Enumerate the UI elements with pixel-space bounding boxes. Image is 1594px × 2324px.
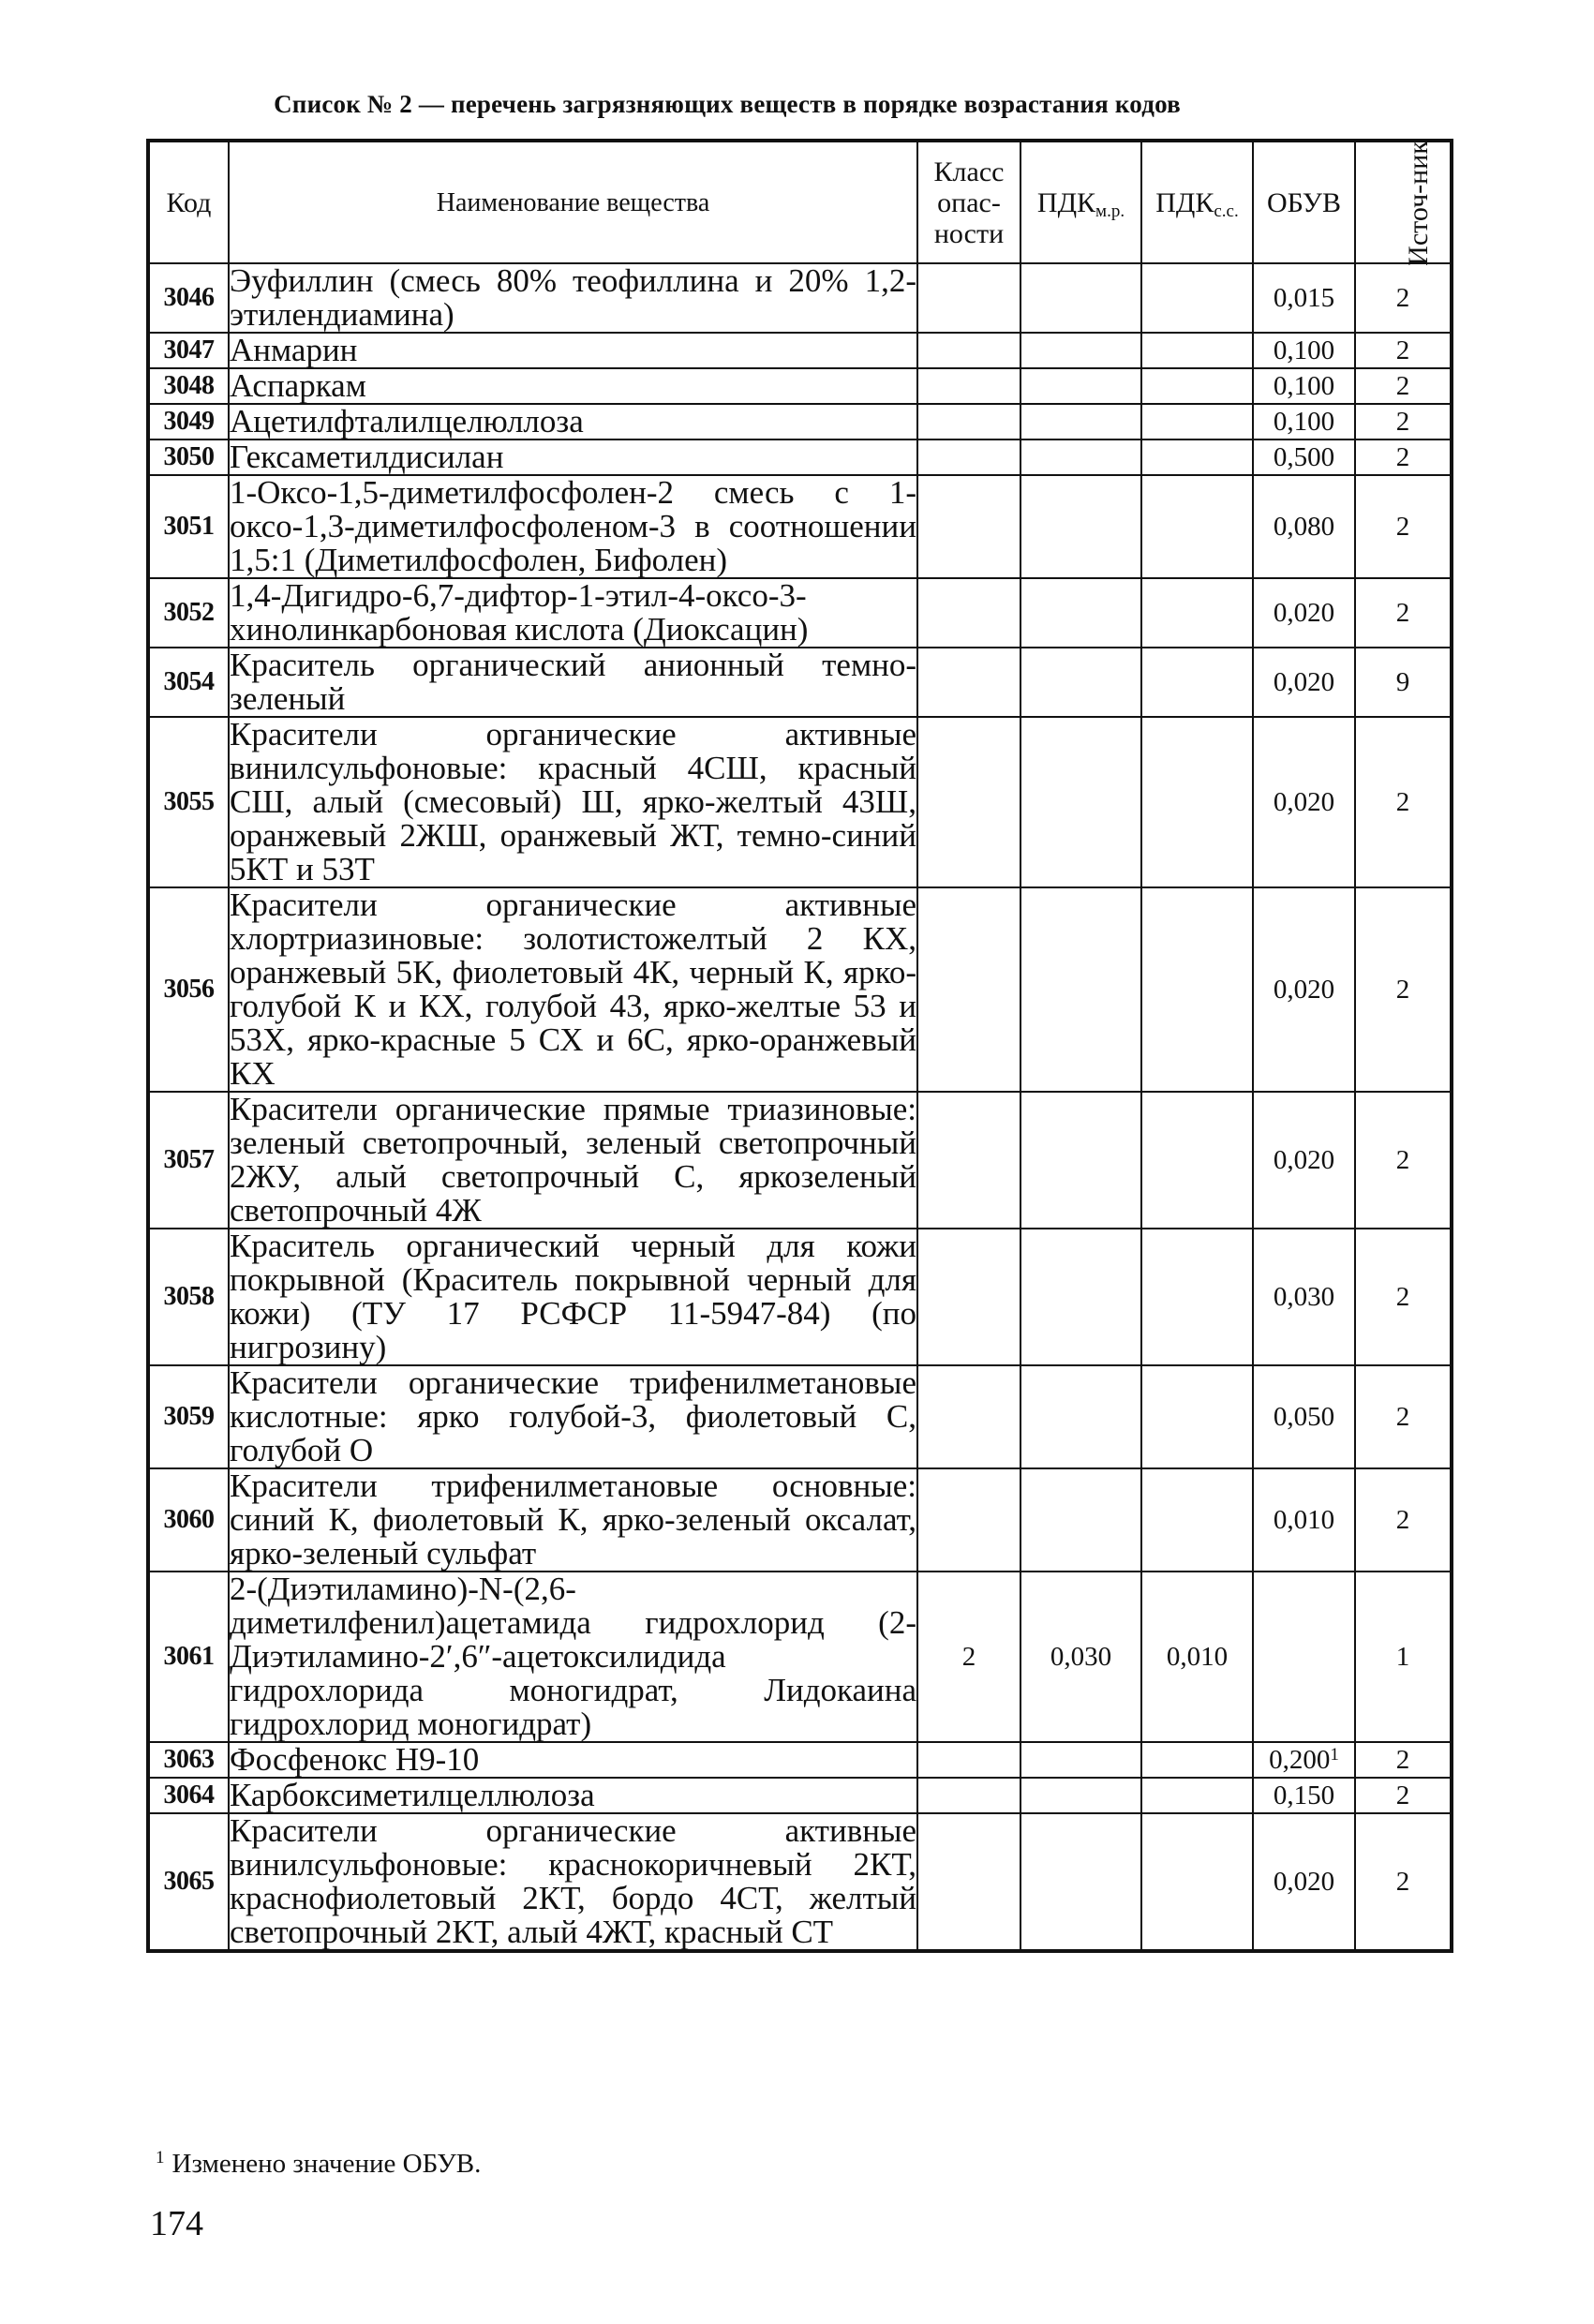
- pdk-mr-cell: [1020, 263, 1141, 333]
- obuv-cell-value: 0,100: [1273, 406, 1335, 437]
- table-row: [148, 1813, 1452, 1951]
- table-row: [148, 1778, 1452, 1813]
- obuv-cell-value: 0,020: [1273, 1144, 1335, 1175]
- pdk-ss-cell: [1141, 887, 1253, 1092]
- hazard-class-cell: [917, 1742, 1020, 1778]
- name-cell-value: Аспаркам: [230, 367, 366, 404]
- header-code: Код: [148, 141, 229, 263]
- source-cell: [1355, 1229, 1452, 1365]
- code-cell: [148, 475, 229, 578]
- table-row: [148, 368, 1452, 404]
- pdk-mr-cell: [1020, 578, 1141, 648]
- name-cell-value: Карбоксиметилцеллюлоза: [230, 1777, 595, 1813]
- name-cell: [229, 404, 917, 439]
- obuv-cell: [1253, 1742, 1355, 1778]
- code-cell-value: 3056: [163, 975, 215, 1004]
- pdk-ss-cell: [1141, 1813, 1253, 1951]
- code-cell-value: 3065: [163, 1867, 215, 1896]
- header-pdk-mr-main: ПДК: [1036, 186, 1096, 218]
- source-cell: [1355, 1742, 1452, 1778]
- header-pdk-ss: [1141, 141, 1253, 263]
- header-hazard-class: Класс опас-ности: [917, 141, 1020, 263]
- table-row: [148, 578, 1452, 648]
- pdk-mr-cell: [1020, 717, 1141, 887]
- source-cell-value: 2: [1395, 1504, 1410, 1535]
- pdk-ss-cell: [1141, 1742, 1253, 1778]
- table-row: [148, 333, 1452, 368]
- obuv-cell: [1253, 578, 1355, 648]
- code-cell-value: 3064: [163, 1780, 215, 1810]
- pdk-ss-cell: [1141, 1092, 1253, 1229]
- code-cell: [148, 404, 229, 439]
- obuv-cell: [1253, 1229, 1355, 1365]
- name-cell-value: Красители трифенилметановые основные: синий К, фиолетовый К, ярко-зеленый оксалат, ярко-зеленый сульфат: [230, 1467, 916, 1572]
- name-cell: [229, 1813, 917, 1951]
- pdk-mr-cell: [1020, 1092, 1141, 1229]
- code-cell-value: 3051: [163, 512, 215, 541]
- hazard-class-cell: [917, 1813, 1020, 1951]
- pdk-mr-cell: [1020, 1572, 1141, 1742]
- name-cell: [229, 717, 917, 887]
- hazard-class-cell: [917, 475, 1020, 578]
- pdk-mr-cell: [1020, 439, 1141, 475]
- pdk-mr-cell: [1020, 1229, 1141, 1365]
- name-cell: [229, 333, 917, 368]
- source-cell-value: 2: [1395, 406, 1410, 437]
- pdk-mr-cell: [1020, 368, 1141, 404]
- pdk-ss-cell: [1141, 263, 1253, 333]
- footnote: [156, 2149, 481, 2180]
- source-cell-value: 2: [1395, 282, 1410, 313]
- name-cell: [229, 1742, 917, 1778]
- obuv-cell-value: 0,200: [1269, 1744, 1331, 1775]
- pdk-ss-cell: [1141, 717, 1253, 887]
- source-cell: [1355, 887, 1452, 1092]
- obuv-cell-value: 0,080: [1273, 511, 1335, 542]
- source-cell-value: 2: [1395, 1744, 1410, 1775]
- hazard-class-cell: [917, 887, 1020, 1092]
- pdk-mr-cell: [1020, 404, 1141, 439]
- obuv-cell: [1253, 1813, 1355, 1951]
- name-cell: [229, 1092, 917, 1229]
- pdk-mr-cell: [1020, 887, 1141, 1092]
- name-cell: [229, 439, 917, 475]
- obuv-cell-value: 0,500: [1273, 441, 1335, 472]
- obuv-cell: [1253, 368, 1355, 404]
- source-cell: [1355, 1092, 1452, 1229]
- pdk-ss-cell: [1141, 475, 1253, 578]
- header-pdk-mr: [1020, 141, 1141, 263]
- table-body: [148, 263, 1452, 1951]
- name-cell: [229, 1229, 917, 1365]
- page-title: Список № 2 — перечень загрязняющих веществ в порядке возрастания кодов: [274, 90, 1181, 118]
- name-cell: [229, 263, 917, 333]
- name-cell: [229, 368, 917, 404]
- code-cell: [148, 439, 229, 475]
- pdk-mr-cell-value: 0,030: [1050, 1641, 1112, 1672]
- name-cell-value: 2-(Диэтиламино)-N-(2,6-диметилфенил)ацетамида гидрохлорид (2-Диэтиламино-2′,6″-ацетоксилидида гидрохлорида моногидрат, Лидокаина гидрохлорид моногидрат): [230, 1571, 916, 1742]
- obuv-cell-value: 0,020: [1273, 974, 1335, 1005]
- obuv-cell-value: 0,015: [1273, 282, 1335, 313]
- source-cell-value: 2: [1395, 597, 1410, 628]
- pdk-mr-cell: [1020, 333, 1141, 368]
- name-cell-value: Красители органические трифенилметановые кислотные: ярко голубой-3, фиолетовый С, голубой О: [230, 1364, 916, 1468]
- code-cell: [148, 263, 229, 333]
- hazard-class-cell: [917, 717, 1020, 887]
- table-row: [148, 1092, 1452, 1229]
- obuv-cell-value: 0,020: [1273, 666, 1335, 697]
- code-cell: [148, 1229, 229, 1365]
- header-pdk-mr-sub: м.р.: [1095, 201, 1125, 221]
- hazard-class-cell: [917, 439, 1020, 475]
- source-cell-value: 9: [1395, 666, 1410, 697]
- obuv-footnote-mark: 1: [1330, 1744, 1339, 1765]
- table-row: [148, 404, 1452, 439]
- obuv-cell-value: 0,010: [1273, 1504, 1335, 1535]
- obuv-cell-value: 0,030: [1273, 1281, 1335, 1312]
- obuv-cell-value: 0,020: [1273, 597, 1335, 628]
- obuv-cell-value: 0,020: [1273, 1866, 1335, 1897]
- pdk-ss-cell: [1141, 648, 1253, 717]
- source-cell-value: 2: [1395, 1780, 1410, 1810]
- name-cell-value: Гексаметилдисилан: [230, 439, 504, 475]
- source-cell-value: 2: [1395, 335, 1410, 365]
- pdk-ss-cell: [1141, 333, 1253, 368]
- name-cell: [229, 1365, 917, 1468]
- source-cell-value: 2: [1395, 1401, 1410, 1432]
- table-row: [148, 263, 1452, 333]
- table-row: [148, 1468, 1452, 1572]
- obuv-cell: [1253, 333, 1355, 368]
- table-header-row: [148, 141, 1452, 263]
- code-cell: [148, 578, 229, 648]
- name-cell-value: Красители органические активные винилсульфоновые: краснокоричневый 2КТ, краснофиолетовый 2КТ, бордо 4СТ, желтый светопрочный 2КТ, алый 4ЖТ, красный СТ: [230, 1812, 916, 1950]
- table-row: [148, 439, 1452, 475]
- source-cell-value: 2: [1395, 974, 1410, 1005]
- obuv-cell-value: 0,100: [1273, 335, 1335, 365]
- code-cell-value: 3057: [163, 1145, 215, 1174]
- source-cell: [1355, 1365, 1452, 1468]
- code-cell: [148, 887, 229, 1092]
- pdk-mr-cell: [1020, 648, 1141, 717]
- source-cell: [1355, 578, 1452, 648]
- source-cell: [1355, 404, 1452, 439]
- obuv-cell: [1253, 887, 1355, 1092]
- table-row: [148, 1229, 1452, 1365]
- obuv-cell-value: 0,100: [1273, 370, 1335, 401]
- hazard-class-cell: [917, 368, 1020, 404]
- code-cell: [148, 717, 229, 887]
- obuv-cell: [1253, 648, 1355, 717]
- code-cell: [148, 333, 229, 368]
- table-row: [148, 717, 1452, 887]
- table-row: [148, 1742, 1452, 1778]
- table-row: [148, 1572, 1452, 1742]
- hazard-class-cell: [917, 333, 1020, 368]
- obuv-cell: [1253, 404, 1355, 439]
- hazard-class-cell: [917, 1365, 1020, 1468]
- code-cell-value: 3055: [163, 787, 215, 816]
- obuv-cell-value: 0,050: [1273, 1401, 1335, 1432]
- code-cell-value: 3058: [163, 1282, 215, 1311]
- source-cell: [1355, 475, 1452, 578]
- header-name: Наименование вещества: [229, 141, 917, 263]
- hazard-class-cell: [917, 263, 1020, 333]
- pdk-mr-cell: [1020, 1813, 1141, 1951]
- source-cell-value: 2: [1395, 511, 1410, 542]
- source-cell: [1355, 1468, 1452, 1572]
- name-cell-value: Краситель органический анионный темно-зеленый: [230, 647, 916, 717]
- hazard-class-cell: [917, 1229, 1020, 1365]
- pdk-mr-cell: [1020, 1365, 1141, 1468]
- obuv-cell: [1253, 717, 1355, 887]
- source-cell-value: 1: [1395, 1641, 1410, 1672]
- hazard-class-cell-value: 2: [961, 1641, 976, 1672]
- obuv-cell: [1253, 1365, 1355, 1468]
- code-cell: [148, 1778, 229, 1813]
- table-row: [148, 887, 1452, 1092]
- pdk-ss-cell: [1141, 1229, 1253, 1365]
- code-cell: [148, 1742, 229, 1778]
- footnote-mark: 1: [156, 2148, 165, 2168]
- code-cell-value: 3054: [163, 667, 215, 696]
- name-cell: [229, 578, 917, 648]
- source-cell: [1355, 648, 1452, 717]
- source-cell: [1355, 1778, 1452, 1813]
- obuv-cell: [1253, 475, 1355, 578]
- header-pdk-ss-main: ПДК: [1155, 186, 1214, 218]
- name-cell: [229, 648, 917, 717]
- name-cell-value: Красители органические прямые триазиновые: зеленый светопрочный, зеленый светопрочный 2ЖУ, алый светопрочный С, яркозеленый светопрочный 4Ж: [230, 1091, 916, 1229]
- source-cell: [1355, 1813, 1452, 1951]
- pdk-mr-cell: [1020, 1742, 1141, 1778]
- obuv-cell: [1253, 263, 1355, 333]
- pdk-ss-cell: [1141, 368, 1253, 404]
- pdk-ss-cell-value: 0,010: [1166, 1641, 1229, 1672]
- name-cell-value: Анмарин: [230, 332, 358, 368]
- name-cell: [229, 887, 917, 1092]
- source-cell-value: 2: [1395, 1866, 1410, 1897]
- substances-table: [146, 139, 1453, 1953]
- code-cell-value: 3049: [163, 407, 215, 436]
- hazard-class-cell: [917, 404, 1020, 439]
- source-cell-value: 2: [1395, 1281, 1410, 1312]
- obuv-cell: [1253, 439, 1355, 475]
- hazard-class-cell: [917, 1092, 1020, 1229]
- code-cell-value: 3061: [163, 1642, 215, 1671]
- source-cell: [1355, 717, 1452, 887]
- code-cell: [148, 1092, 229, 1229]
- code-cell-value: 3047: [163, 335, 215, 365]
- obuv-cell: [1253, 1092, 1355, 1229]
- hazard-class-cell: [917, 1468, 1020, 1572]
- code-cell: [148, 1572, 229, 1742]
- code-cell-value: 3052: [163, 598, 215, 627]
- name-cell: [229, 1468, 917, 1572]
- name-cell: [229, 1778, 917, 1813]
- code-cell: [148, 1813, 229, 1951]
- name-cell-value: Фосфенокс Н9-10: [230, 1741, 480, 1778]
- pdk-mr-cell: [1020, 475, 1141, 578]
- source-cell-value: 2: [1395, 786, 1410, 817]
- code-cell: [148, 1468, 229, 1572]
- pdk-ss-cell: [1141, 1468, 1253, 1572]
- source-cell: [1355, 368, 1452, 404]
- pdk-ss-cell: [1141, 404, 1253, 439]
- name-cell: [229, 1572, 917, 1742]
- pdk-ss-cell: [1141, 1365, 1253, 1468]
- name-cell-value: Эуфиллин (смесь 80% теофиллина и 20% 1,2-этилендиамина): [230, 262, 916, 333]
- pdk-mr-cell: [1020, 1778, 1141, 1813]
- header-pdk-ss-sub: с.с.: [1214, 201, 1239, 221]
- code-cell-value: 3063: [163, 1745, 215, 1774]
- hazard-class-cell: [917, 1778, 1020, 1813]
- hazard-class-cell: [917, 648, 1020, 717]
- name-cell-value: Краситель органический черный для кожи покрывной (Краситель покрывной черный для кожи) (ТУ 17 РСФСР 11-5947-84) (по нигрозину): [230, 1228, 916, 1365]
- page-number: 174: [150, 2204, 203, 2243]
- name-cell-value: 1-Оксо-1,5-диметилфосфолен-2 смесь с 1-оксо-1,3-диметилфосфоленом-3 в соотношении 1,5:1 (Диметилфосфолен, Бифолен): [230, 474, 916, 578]
- name-cell-value: Красители органические активные хлортриазиновые: золотистожелтый 2 КХ, оранжевый 5К, фиолетовый 4К, черный К, ярко-голубой К и КХ, голубой 43, ярко-желтые 53 и 53Х, ярко-красные 5 СХ и 6С, ярко-оранжевый КХ: [230, 886, 916, 1092]
- pdk-ss-cell: [1141, 578, 1253, 648]
- obuv-cell: [1253, 1572, 1355, 1742]
- pdk-mr-cell: [1020, 1468, 1141, 1572]
- header-source: [1355, 140, 1452, 266]
- table-row: [148, 475, 1452, 578]
- code-cell: [148, 648, 229, 717]
- name-cell-value: Красители органические активные винилсульфоновые: красный 4СШ, красный СШ, алый (смесовый) Ш, ярко-желтый 43Ш, оранжевый 2ЖШ, оранжевый ЖТ, темно-синий 5КТ и 53Т: [230, 716, 916, 887]
- code-cell-value: 3046: [163, 283, 215, 312]
- hazard-class-cell: [917, 1572, 1020, 1742]
- source-cell: [1355, 1572, 1452, 1742]
- code-cell-value: 3048: [163, 371, 215, 400]
- source-cell-value: 2: [1395, 370, 1410, 401]
- source-cell: [1355, 333, 1452, 368]
- code-cell-value: 3050: [163, 442, 215, 471]
- code-cell-value: 3059: [163, 1402, 215, 1431]
- code-cell: [148, 368, 229, 404]
- code-cell: [148, 1365, 229, 1468]
- source-cell-value: 2: [1395, 441, 1410, 472]
- table-row: [148, 648, 1452, 717]
- hazard-class-cell: [917, 578, 1020, 648]
- name-cell-value: 1,4-Дигидро-6,7-дифтор-1-этил-4-оксо-3-хинолинкарбоновая кислота (Диоксацин): [230, 577, 809, 648]
- obuv-cell: [1253, 1468, 1355, 1572]
- pdk-ss-cell: [1141, 1778, 1253, 1813]
- source-cell-value: 2: [1395, 1144, 1410, 1175]
- header-obuv: ОБУВ: [1253, 141, 1355, 263]
- footnote-text: Изменено значение ОБУВ.: [171, 2149, 482, 2179]
- pdk-ss-cell: [1141, 439, 1253, 475]
- name-cell-value: Ацетилфталилцелюллоза: [230, 403, 584, 439]
- table-row: [148, 1365, 1452, 1468]
- name-cell: [229, 475, 917, 578]
- code-cell-value: 3060: [163, 1505, 215, 1534]
- source-cell: [1355, 439, 1452, 475]
- obuv-cell: [1253, 1778, 1355, 1813]
- source-cell: [1355, 263, 1452, 333]
- obuv-cell-value: 0,150: [1273, 1780, 1335, 1810]
- obuv-cell-value: 0,020: [1273, 786, 1335, 817]
- pdk-ss-cell: [1141, 1572, 1253, 1742]
- header-source-label: Источ-ник: [1402, 140, 1434, 266]
